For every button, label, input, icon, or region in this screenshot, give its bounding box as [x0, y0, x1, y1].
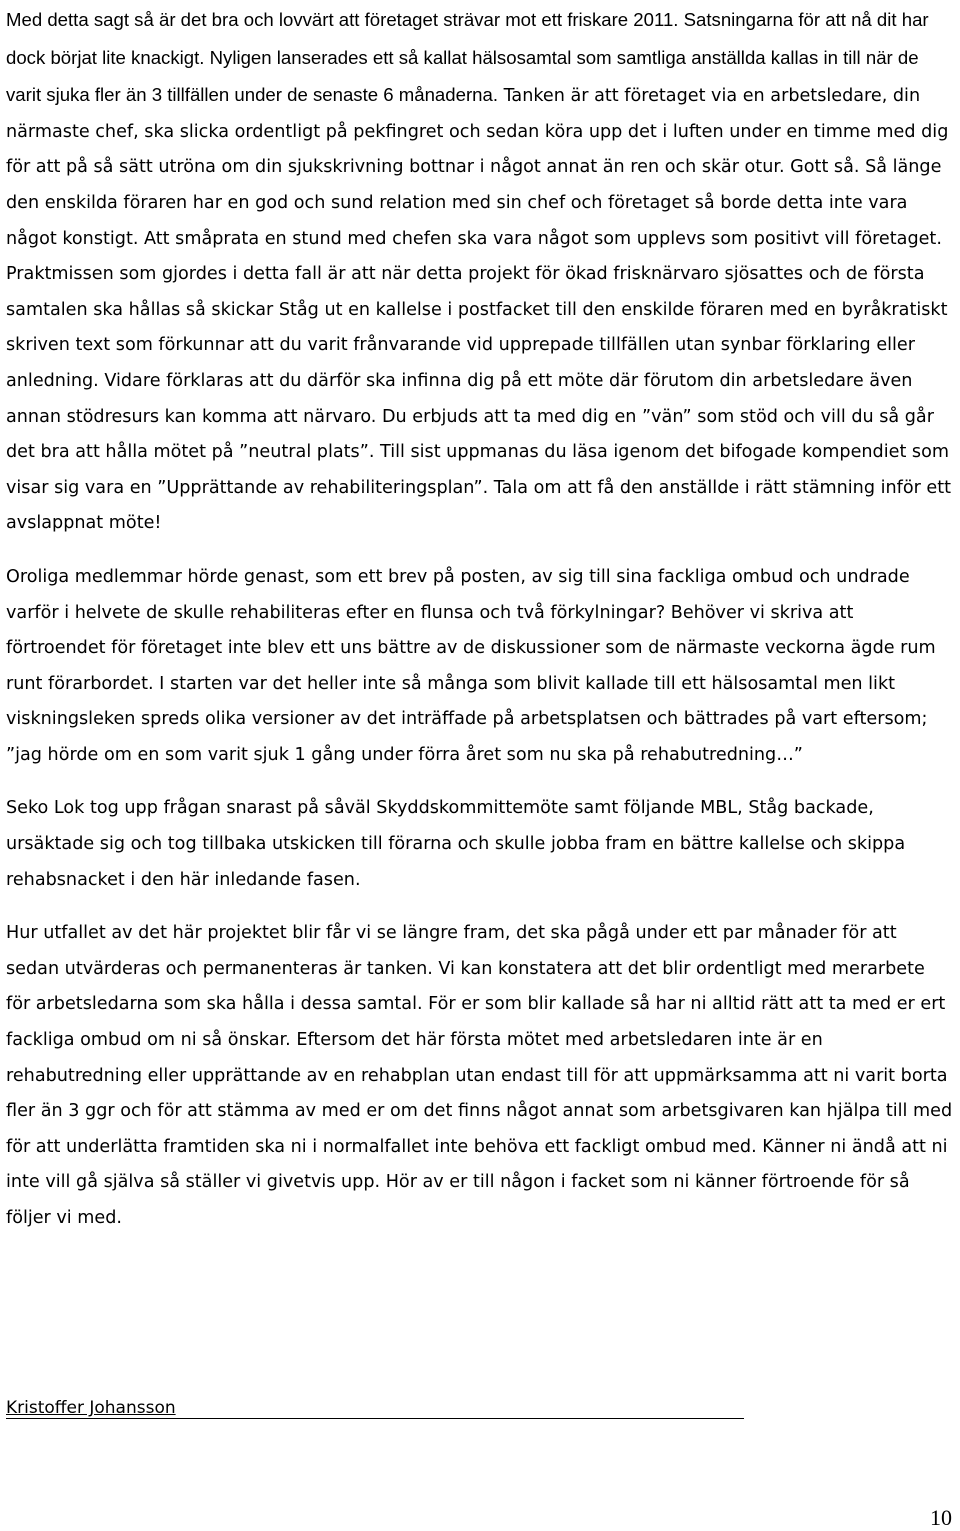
paragraph-2: Oroliga medlemmar hörde genast, som ett brev på posten, av sig till sina fackliga ombud och undrade varför i helvete de skulle rehabiliteras efter en flunsa och två förkylningar? Behöver vi skriva att förtroendet för företaget inte blev ett uns bättre av de diskussioner som de närmaste veckorna ägde rum runt förarbordet. I starten var det heller inte så många som blivit kallade till ett hälsosamtal men likt viskningsleken spreds olika versioner av det inträffade på arbetsplatsen och bättrades på vart eftersom; ”jag hörde om en som varit sjuk 1 gång under förra året som nu ska på rehabutredning…”	[6, 566, 936, 765]
paragraph-1-body: Tanken är att företaget via en arbetsledare, din närmaste chef, ska slicka ordentligt på pekfingret och sedan köra upp det i luften under en timme med dig för att på så sätt utröna om din sjukskrivning bottnar i något annat än ren och skär otur. Gott så. Så länge den enskilda föraren har en god och sund relation med sin chef och företaget så borde detta inte vara något konstigt. Att småprata en stund med chefen ska vara något som upplevs som positivt vill företaget. Praktmissen som gjordes i detta fall är att när detta projekt för ökad frisknärvaro sjösattes och de första samtalen ska hållas så skickar Ståg ut en kallelse i postfacket till den enskilde föraren med en byråkratiskt skriven text som förkunnar att du varit frånvarande vid upprepade tillfällen utan synbar förklaring eller anledning. Vidare förklaras att du därför ska infinna dig på ett möte där förutom din arbetsledare även annan stödresurs kan komma att närvaro. Du erbjuds att ta med dig en ”vän” som stöd och vill du så går det bra att hålla mötet på ”neutral plats”. Till sist uppmanas du läsa igenom det bifogade kompendiet som visar sig vara en ”Upprättande av rehabiliteringsplan”. Tala om att få den anställde i rätt stämning inför ett avslappnat möte!	[6, 86, 952, 534]
signature-line	[6, 1396, 744, 1419]
document-body	[6, 2, 954, 1237]
paragraph-1-intro: Med detta sagt så är det bra och lovvärt att företaget strävar mot ett friskare 2011. Satsningarna för att nå dit har dock börjat lite knackigt. Nyligen lanserades ett så kallat hälsosamtal som samtliga anställda kallas in till när de varit sjuka fler än 3 tillfällen under de senaste 6 månaderna.	[6, 9, 929, 106]
paragraph-3: Seko Lok tog upp frågan snarast på såväl Skyddskommittemöte samt följande MBL, Ståg backade, ursäktade sig och tog tillbaka utskicken till förarna och skulle jobba fram en bättre kallelse och skippa rehabsnacket i den här inledande fasen.	[6, 798, 906, 890]
signature-name: Kristoffer Johansson	[6, 1398, 176, 1418]
page-number: 10	[930, 1505, 952, 1530]
paragraph-1	[6, 2, 954, 542]
paragraph-4: Hur utfallet av det här projektet blir får vi se längre fram, det ska pågå under ett par månader för att sedan utvärderas och permanenteras är tanken. Vi kan konstatera att det blir ordentligt med merarbete för arbetsledarna som ska hålla i dessa samtal. För er som blir kallade så har ni alltid rätt att ta med er ert fackliga ombud om ni så önskar. Eftersom det här första mötet med arbetsledaren inte är en rehabutredning eller upprättande av en rehabplan utan endast till för att uppmärksamma att ni varit borta fler än 3 ggr och för att stämma av med er om det finns något annat som arbetsgivaren kan hjälpa till med för att underlätta framtiden ska ni i normalfallet inte behöva ett fackligt ombud med. Känner ni ändå att ni inte vill gå själva så ställer vi givetvis upp. Hör av er till någon i facket som ni känner förtroende för så följer vi med.	[6, 923, 953, 1228]
